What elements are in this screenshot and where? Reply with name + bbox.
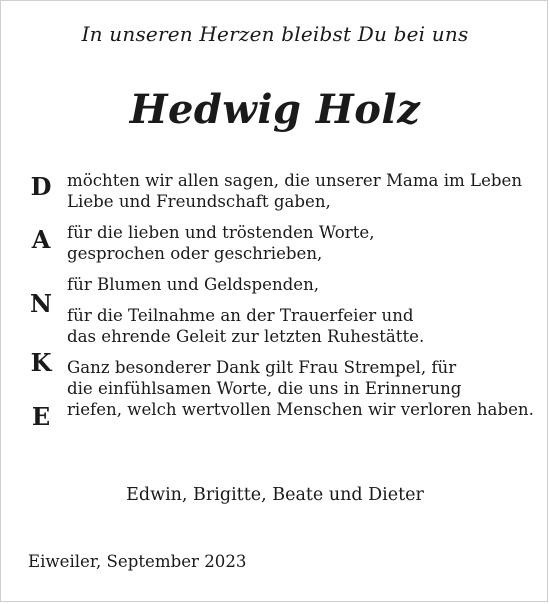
danke-letter-e: E	[31, 402, 51, 431]
thanks-paragraph	[67, 305, 537, 347]
thanks-paragraph	[67, 170, 537, 212]
danke-letter-n: N	[30, 289, 52, 318]
thanks-paragraph	[67, 357, 537, 420]
text-line: möchten wir allen sagen, die unserer Mama im Leben	[67, 171, 523, 190]
danke-letter-d: D	[30, 172, 52, 201]
text-line: für Blumen und Geldspenden,	[67, 275, 320, 294]
place-date: Eiweiler, September 2023	[28, 552, 247, 571]
thanks-paragraphs	[67, 170, 537, 430]
text-line: das ehrende Geleit zur letzten Ruhestätte.	[67, 327, 425, 346]
thanks-paragraph	[67, 222, 537, 264]
signers-line: Edwin, Brigitte, Beate und Dieter	[126, 485, 424, 505]
motto-line: In unseren Herzen bleibst Du bei uns	[81, 22, 469, 46]
text-line: für die lieben und tröstenden Worte,	[67, 223, 375, 242]
text-line: für die Teilnahme an der Trauerfeier und	[67, 306, 414, 325]
thanks-paragraph	[67, 274, 537, 295]
danke-letter-a: A	[31, 225, 51, 254]
text-line: gesprochen oder geschrieben,	[67, 244, 323, 263]
text-line: die einfühlsamen Worte, die uns in Erinnerung	[67, 379, 462, 398]
deceased-name: Hedwig Holz	[129, 86, 421, 133]
text-line: Liebe und Freundschaft gaben,	[67, 192, 331, 211]
text-line: riefen, welch wertvollen Menschen wir verloren haben.	[67, 400, 534, 419]
danke-letter-k: K	[30, 348, 52, 377]
text-line: Ganz besonderer Dank gilt Frau Strempel, für	[67, 358, 457, 377]
